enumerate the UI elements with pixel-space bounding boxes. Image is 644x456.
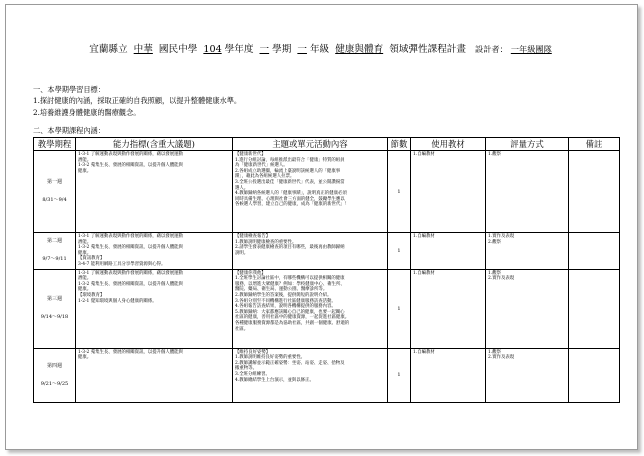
indicator-line: 1-2-1 覺知環境與個人身心健康的關係。 (78, 298, 157, 304)
week-name: 第四週 (46, 362, 62, 369)
assessment-cell: 1.觀察 (486, 151, 569, 233)
week-cell (34, 233, 76, 270)
table-row (34, 348, 620, 402)
topic-line: 選人。 (235, 185, 249, 191)
assessment-cell: 1.觀察 2.實作及表現 (486, 348, 569, 402)
week-name: 第三週 (46, 296, 62, 303)
school-year-suffix: 學年度 (224, 44, 254, 55)
grade: 一 (297, 44, 307, 55)
indicator-line: 潛能。 (78, 239, 92, 245)
goals-heading: 一、本學期學習目標： (33, 85, 105, 94)
week-cell (34, 348, 76, 402)
assessment-cell: 1.實作及表現 2.觀察 (486, 233, 569, 270)
goal-item-2: 2.培養維護身體健康的醫療觀念。 (33, 108, 141, 117)
topic-line: 1.全班學生討論社區中，有哪些機構可以提供相關的健康 (235, 276, 345, 282)
week-name: 第一週 (46, 179, 62, 185)
semester: 一 (259, 44, 270, 55)
topic-cell (233, 269, 388, 348)
indicator-line: 1-3-1 了解運動表現與動作發展的關係，藉以發展運動 (78, 234, 183, 239)
remarks-cell (569, 151, 620, 233)
topic-topic-tag: 【維持良好姿勢】 (235, 349, 271, 355)
topic-line: 各種健康服務資源都是為協助社區，共創一個健康、舒適的 (235, 320, 350, 326)
week-name: 第二週 (46, 238, 62, 245)
topic-line: 醫院、藥局、衛生局、運動公園、醫療診所等。 (235, 287, 328, 293)
semester-suffix: 學期 (272, 44, 292, 55)
designer-label: 設計者： (475, 44, 508, 54)
remarks-cell (569, 348, 620, 402)
learning-domain: 健康與體育 (335, 44, 384, 55)
topic-line: 1.教師說明健康檢查的重要性。 (235, 239, 297, 245)
table-header-row (34, 138, 620, 151)
indicator-line: 3-4-7 能利用網路工具分享學習資源與心得。 (78, 261, 166, 267)
county: 宜蘭縣立 (89, 44, 128, 55)
table-row (34, 269, 620, 348)
topic-line: 社區的健康，善用社區中的健康資源，一起促進社區健康。 (235, 315, 350, 321)
topic-topic-tag: 【健康你我他】 (235, 270, 266, 276)
school-name: 中華 (133, 44, 153, 55)
header-topic: 主題或單元活動內容 (233, 138, 388, 151)
topic-line: 4.各組報告訪查結果，說明各機構提供的服務內容。 (235, 304, 336, 310)
topic-line: 4.教師總結學生上台演示，並與以修正。 (235, 377, 314, 383)
week-cell (34, 151, 76, 233)
week-dates: 8/31～9/4 (42, 197, 67, 203)
table-row (34, 233, 620, 270)
topic-line: 同時具備生理、心理與社會三方面的健全，鼓勵學生應以 (235, 196, 345, 202)
course-plan-table (33, 137, 620, 403)
indicator-topic-tag: 【環境教育】 (78, 292, 105, 298)
periods-cell: 1 (388, 151, 411, 233)
remarks-cell (569, 233, 620, 270)
topic-line: 搬重物等。 (235, 366, 257, 372)
topic-line: 2.教師講解並示範正確姿勢：坐姿、站姿、走姿、拾物及 (235, 360, 345, 366)
indicator-line: 健康。 (78, 250, 92, 256)
materials-cell: 1.自編教材 (411, 151, 486, 233)
indicator-line: 1-3-2 蒐集生長、發展的相關資訊，以提升個人體能與 (78, 281, 183, 287)
topic-cell (233, 233, 388, 270)
periods-cell: 1 (388, 269, 411, 348)
topic-line: 2.教師歸納學生的答案後，提供簡短的說明介紹。 (235, 292, 332, 298)
indicator-cell (76, 233, 233, 270)
topic-line: 1.教師說明維持良好姿勢的重要性。 (235, 355, 306, 361)
topic-cell (233, 348, 388, 402)
topic-line: 5.教師歸納：大家都應該關心自己的健康，也要一起關心 (235, 309, 345, 315)
header-week: 教學期程 (34, 138, 76, 151)
week-dates: 9/14～9/18 (40, 314, 69, 321)
topic-cell (233, 151, 388, 233)
topic-line: 3.全班分組練習。 (235, 371, 270, 377)
grade-suffix: 年級 (309, 44, 330, 55)
table-row (34, 151, 620, 233)
periods-cell: 1 (388, 348, 411, 402)
indicator-line: 1-3-1 了解運動表現與動作發展的關係，藉以發展運動 (78, 152, 183, 157)
assessment-cell: 1.觀察 2.實作及表現 (486, 269, 569, 348)
topic-line: 4.教師歸納各候選人的「健康事蹟」，說明真正的健康必須 (235, 191, 347, 197)
materials-cell: 1.自編教材 (411, 269, 486, 348)
indicator-line: 1-3-1 了解運動表現與動作發展的關係，藉以發展運動 (78, 270, 183, 276)
week-cell (34, 269, 76, 348)
header-indicator: 能力指標(含重大議題) (76, 138, 233, 151)
topic-line: 各候選人學習，建立自己的健康，成為「健康的新世代」！ (235, 202, 350, 208)
topic-line: 2.各組成立助選團，輪流上臺說明該候選人的「健康事 (235, 168, 341, 174)
indicator-topic-tag: 【資訊教育】 (78, 256, 105, 262)
topic-line: 3.全班公投選出最佳「健康新世代」代表，並公開讚揚當 (235, 179, 345, 185)
topic-topic-tag: 【健康新世代】 (235, 152, 266, 157)
remarks-cell (569, 269, 620, 348)
periods-cell: 1 (388, 233, 411, 270)
header-periods: 節數 (388, 138, 411, 151)
school-level: 國民中學 (158, 44, 198, 55)
indicator-cell (76, 151, 233, 233)
indicator-cell (76, 269, 233, 348)
indicator-line: 健康。 (78, 168, 92, 174)
topic-line: 2.請學生發表健康檢查的項目有哪些，最後再由教師歸納 (235, 245, 345, 251)
indicator-line: 潛能。 (78, 157, 92, 163)
indicator-cell (76, 348, 233, 402)
content-heading: 二、本學期課程內涵： (33, 126, 105, 135)
plan-name: 領域彈性課程計畫 (389, 44, 466, 55)
topic-line: 蹟」，藉此為各組候選人拉票。 (235, 174, 295, 180)
indicator-line: 1-3-2 蒐集生長、發展的相關資訊，以提升個人體能與 (78, 163, 183, 169)
topic-line: 3.各組分別至不同機構進行社區健康服務訪查活動。 (235, 298, 336, 304)
indicator-line: 健康。 (78, 287, 92, 293)
goal-item-1: 1.探討健康的內涵，採取正確的自我照顧，以提升整體健康水準。 (33, 96, 242, 105)
indicator-line: 1-3-2 蒐集生長、發展的相關資訊，以提升個人體能與 (78, 245, 183, 251)
materials-cell: 1.自編教材 (411, 233, 486, 270)
week-dates: 9/21～9/25 (40, 380, 69, 387)
plan-title (0, 43, 644, 56)
topic-line: 為「健康新世代」候選人。 (235, 163, 288, 169)
header-materials: 使用教材 (411, 138, 486, 151)
indicator-line: 健康。 (78, 355, 92, 361)
header-remarks: 備註 (569, 138, 620, 151)
school-year: 104 (203, 44, 222, 55)
materials-cell: 1.自編教材 (411, 348, 486, 402)
topic-line: 服務，以增進大眾健康？例如：學校健康中心、衛生所、 (235, 281, 345, 287)
topic-line: 社區。 (235, 326, 249, 332)
topic-line: 說明。 (235, 250, 249, 256)
week-dates: 9/7～9/11 (42, 256, 67, 263)
topic-line: 1.進行分組討論，每組推派出最符合「健康」特質的組員 (235, 157, 345, 163)
indicator-line: 1-3-2 蒐集生長、發展的相關資訊，以提升個人體能與 (78, 349, 183, 355)
topic-topic-tag: 【健康檢查報告】 (235, 234, 271, 239)
indicator-line: 潛能。 (78, 276, 92, 282)
header-assessment: 評量方式 (486, 138, 569, 151)
designer-name: 一年級團隊 (510, 44, 552, 54)
